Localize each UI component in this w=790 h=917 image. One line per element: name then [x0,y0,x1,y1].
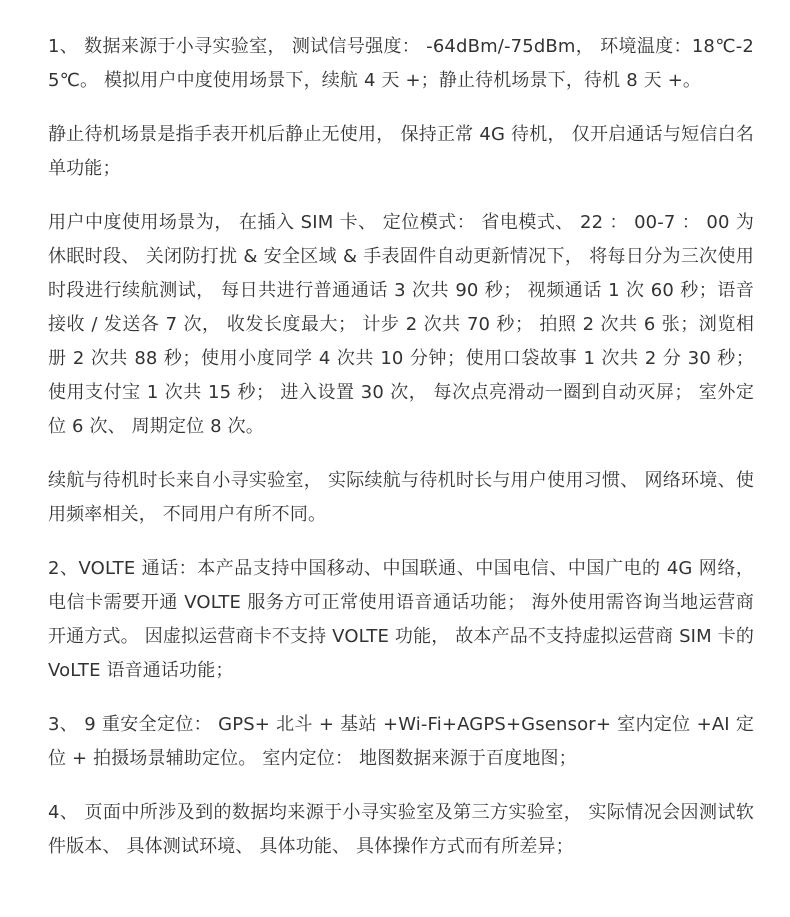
paragraph-data-disclaimer: 4、 页面中所涉及到的数据均来源于小寻实验室及第三方实验室， 实际情况会因测试软件版本、 具体测试环境、 具体功能、 具体操作方式而有所差异； [48,802,754,857]
paragraph-standby-scenario: 静止待机场景是指手表开机后静止无使用， 保持正常 4G 待机， 仅开启通话与短信白名单功能； [48,124,754,179]
paragraph-battery-disclaimer: 续航与待机时长来自小寻实验室， 实际续航与待机时长与用户使用习惯、 网络环境、使用频率相关， 不同用户有所不同。 [48,470,754,525]
paragraph-volte-calling: 2、VOLTE 通话：本产品支持中国移动、中国联通、中国电信、中国广电的 4G 网络，电信卡需要开通 VOLTE 服务方可正常使用语音通话功能； 海外使用需咨询当地运营商开通方式。 因虚拟运营商卡不支持 VOLTE 功能， 故本产品不支持虚拟运营商 SIM 卡的 VoLTE 语音通话功能； [48,558,754,681]
paragraph-positioning: 3、 9 重安全定位： GPS+ 北斗 + 基站 +Wi-Fi+AGPS+Gsensor+ 室内定位 +AI 定位 + 拍摄场景辅助定位。 室内定位： 地图数据来源于百度地图； [48,714,754,769]
paragraph-moderate-usage-scenario: 用户中度使用场景为， 在插入 SIM 卡、 定位模式： 省电模式、 22 ： 00-7 ： 00 为休眠时段、 关闭防打扰 & 安全区域 & 手表固件自动更新情况下， 将每日分为三次使用时段进行续航测试， 每日共进行普通通话 3 次共 90 秒； 视频通话 1 次 60 秒；语音接收 / 发送各 7 次， 收发长度最大； 计步 2 次共 70 秒； 拍照 2 次共 6 张；浏览相册 2 次共 88 秒；使用小度同学 4 次共 10 分钟；使用口袋故事 1 次共 2 分 30 秒；使用支付宝 1 次共 15 秒； 进入设置 30 次， 每次点亮滑动一圈到自动灭屏； 室外定位 6 次、 周期定位 8 次。 [48,212,754,437]
paragraph-data-source: 1、 数据来源于小寻实验室， 测试信号强度： -64dBm/-75dBm， 环境温度：18℃-25℃。 模拟用户中度使用场景下，续航 4 天 +；静止待机场景下，待机 8 天 +。 [48,36,754,91]
